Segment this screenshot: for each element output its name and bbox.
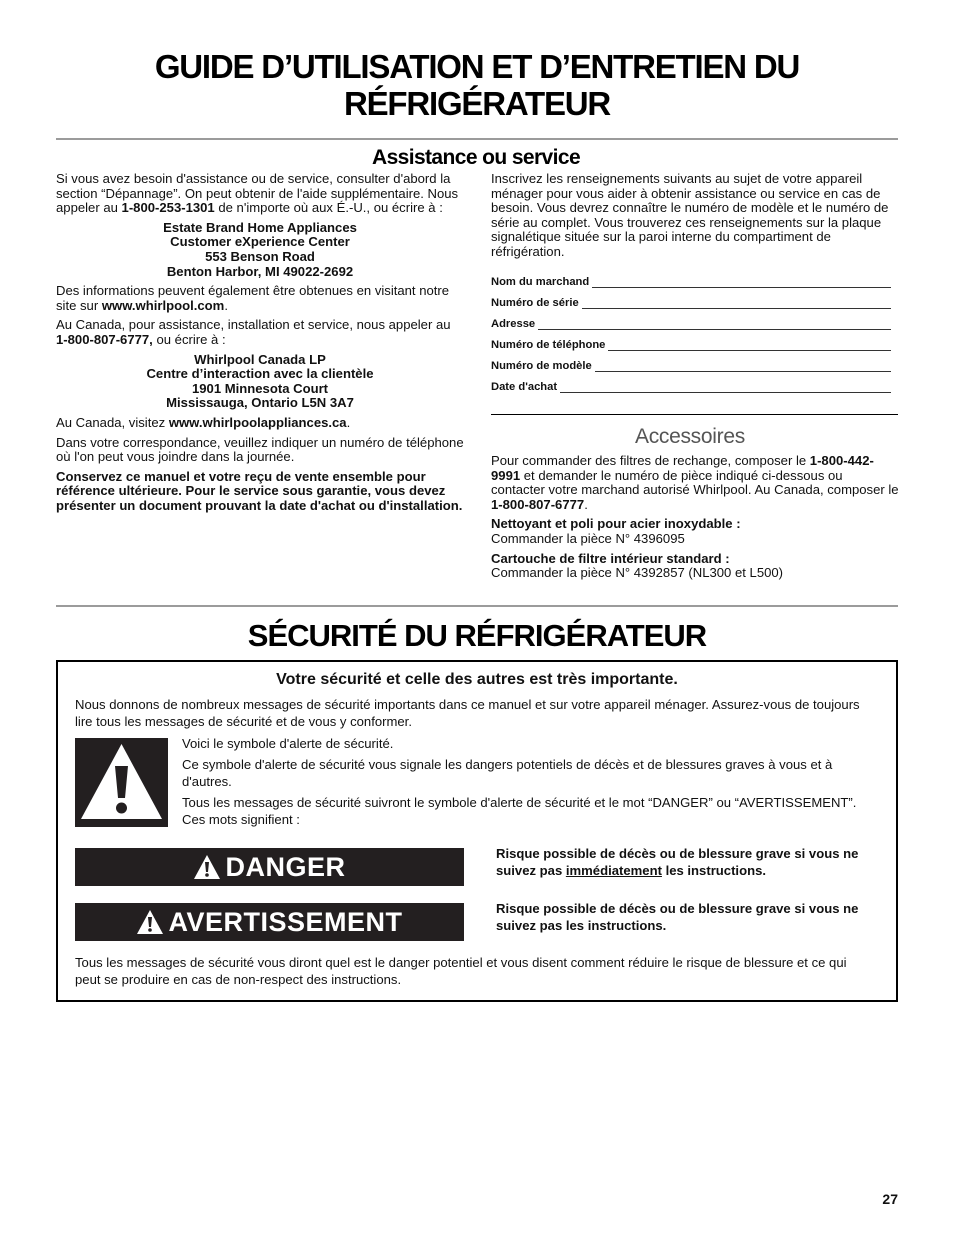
- warning-triangle-icon: [136, 909, 164, 935]
- assistance-right-column: [491, 172, 899, 265]
- accessories-divider: [491, 414, 898, 415]
- right-intro: Inscrivez les renseignements suivants au sujet de votre appareil ménager pour vous aider à obtenir assistance ou service en cas de besoin. Vous devrez connaître le numéro de modèle et le numéro de série au complet. Vous trouverez ces renseignements sur la plaque signalétique située sur la paroi interne du compartiment de réfrigération.: [491, 171, 889, 259]
- accessory-item-cleaner: Nettoyant et poli pour acier inoxydable : Commander la pièce N° 4396095: [491, 516, 741, 546]
- accessory-item-filter: Cartouche de filtre intérieur standard : Commander la pièce N° 4392857 (NL300 et L500): [491, 550, 784, 581]
- divider: [56, 138, 898, 140]
- accessories-section: [491, 454, 899, 586]
- warning-triangle-icon: [75, 738, 168, 827]
- alert-symbol-box: [75, 738, 168, 827]
- safety-footer-text: Tous les messages de sécurité vous diront quel est le danger potentiel et vous disent comment réduire le risque de blessure et ce qui peut se produire en cas de non-respect des instructions.: [75, 955, 847, 987]
- warning-label: AVERTISSEMENT: [168, 906, 403, 937]
- accessories-text: Pour commander des filtres de rechange, composer le 1-800-442-9991 et demander le numéro de pièce indiqué ci-dessous ou contacter votre marchand autorisé Whirlpool. Au Canada, composer le 1-800-807-6777.: [491, 453, 899, 512]
- danger-label: DANGER: [225, 851, 346, 882]
- danger-banner: [75, 848, 464, 886]
- website-info: Des informations peuvent également être obtenues en visitant notre site sur www.whirlpool.com.: [56, 283, 450, 313]
- divider: [56, 605, 898, 607]
- accessories-title: Accessoires: [635, 425, 745, 448]
- assistance-intro: Si vous avez besoin d'assistance ou de service, consulter d'abord la section “Dépannage”. On peut obtenir de l'aide supplémentaire. Nous appeler au 1-800-253-1301 de n'importe où aux É.-U., ou écrire à :: [56, 171, 459, 216]
- symbol-text-2: Ce symbole d'alerte de sécurité vous signale les dangers potentiels de décès et de blessures graves à vous et à d'autres.: [182, 757, 833, 789]
- keep-manual-note: Conservez ce manuel et votre reçu de vente ensemble pour référence ultérieure. Pour le service sous garantie, vous devez présenter un document prouvant la date d'achat ou d'installation.: [56, 468, 463, 513]
- field-purchase-date[interactable]: Date d'achat: [491, 377, 891, 393]
- field-phone[interactable]: Numéro de téléphone: [491, 335, 891, 351]
- warning-triangle-icon: [193, 854, 221, 880]
- page-number: 27: [882, 1191, 898, 1207]
- assistance-title: Assistance ou service: [372, 146, 581, 169]
- page-title: [56, 48, 898, 122]
- field-serial-number[interactable]: Numéro de série: [491, 293, 891, 309]
- symbol-text-1: Voici le symbole d'alerte de sécurité.: [182, 736, 394, 751]
- warning-description: Risque possible de décès ou de blessure grave si vous ne suivez pas les instructions.: [496, 901, 859, 933]
- field-address[interactable]: Adresse: [491, 314, 891, 330]
- safety-intro: Nous donnons de nombreux messages de sécurité importants dans ce manuel et sur votre appareil ménager. Assurez-vous de toujours lire tous les messages de sécurité et de vous y conformer.: [75, 697, 860, 729]
- page-title-line1: GUIDE D’UTILISATION ET D’ENTRETIEN DU: [154, 48, 800, 85]
- assistance-left-column: [56, 172, 464, 518]
- field-dealer-name[interactable]: Nom du marchand: [491, 272, 891, 288]
- safety-box-title: Votre sécurité et celle des autres est très importante.: [276, 671, 678, 688]
- page-title-line2: RÉFRIGÉRATEUR: [343, 85, 611, 122]
- safety-title: SÉCURITÉ DU RÉFRIGÉRATEUR: [247, 618, 707, 653]
- danger-description: Risque possible de décès ou de blessure grave si vous ne suivez pas immédiatement les instructions.: [496, 846, 859, 878]
- symbol-text-3: Tous les messages de sécurité suivront le symbole d'alerte de sécurité et le mot “DANGER” ou “AVERTISSEMENT”. Ces mots signifient :: [182, 795, 857, 827]
- canada-info: Au Canada, pour assistance, installation et service, nous appeler au 1-800-807-6777, ou écrire à :: [56, 317, 451, 347]
- canada-website: Au Canada, visitez www.whirlpoolappliances.ca.: [56, 414, 351, 430]
- correspondence-note: Dans votre correspondance, veuillez indiquer un numéro de téléphone où l'on peut vous joindre dans la journée.: [56, 434, 464, 465]
- us-address: Estate Brand Home Appliances Customer eXperience Center 553 Benson Road Benton Harbor, MI 49022-2692: [163, 219, 357, 279]
- warning-banner: [75, 903, 464, 941]
- field-model-number[interactable]: Numéro de modèle: [491, 356, 891, 372]
- canada-address: Whirlpool Canada LP Centre d’interaction avec la clientèle 1901 Minnesota Court Mississauga, Ontario L5N 3A7: [146, 351, 374, 411]
